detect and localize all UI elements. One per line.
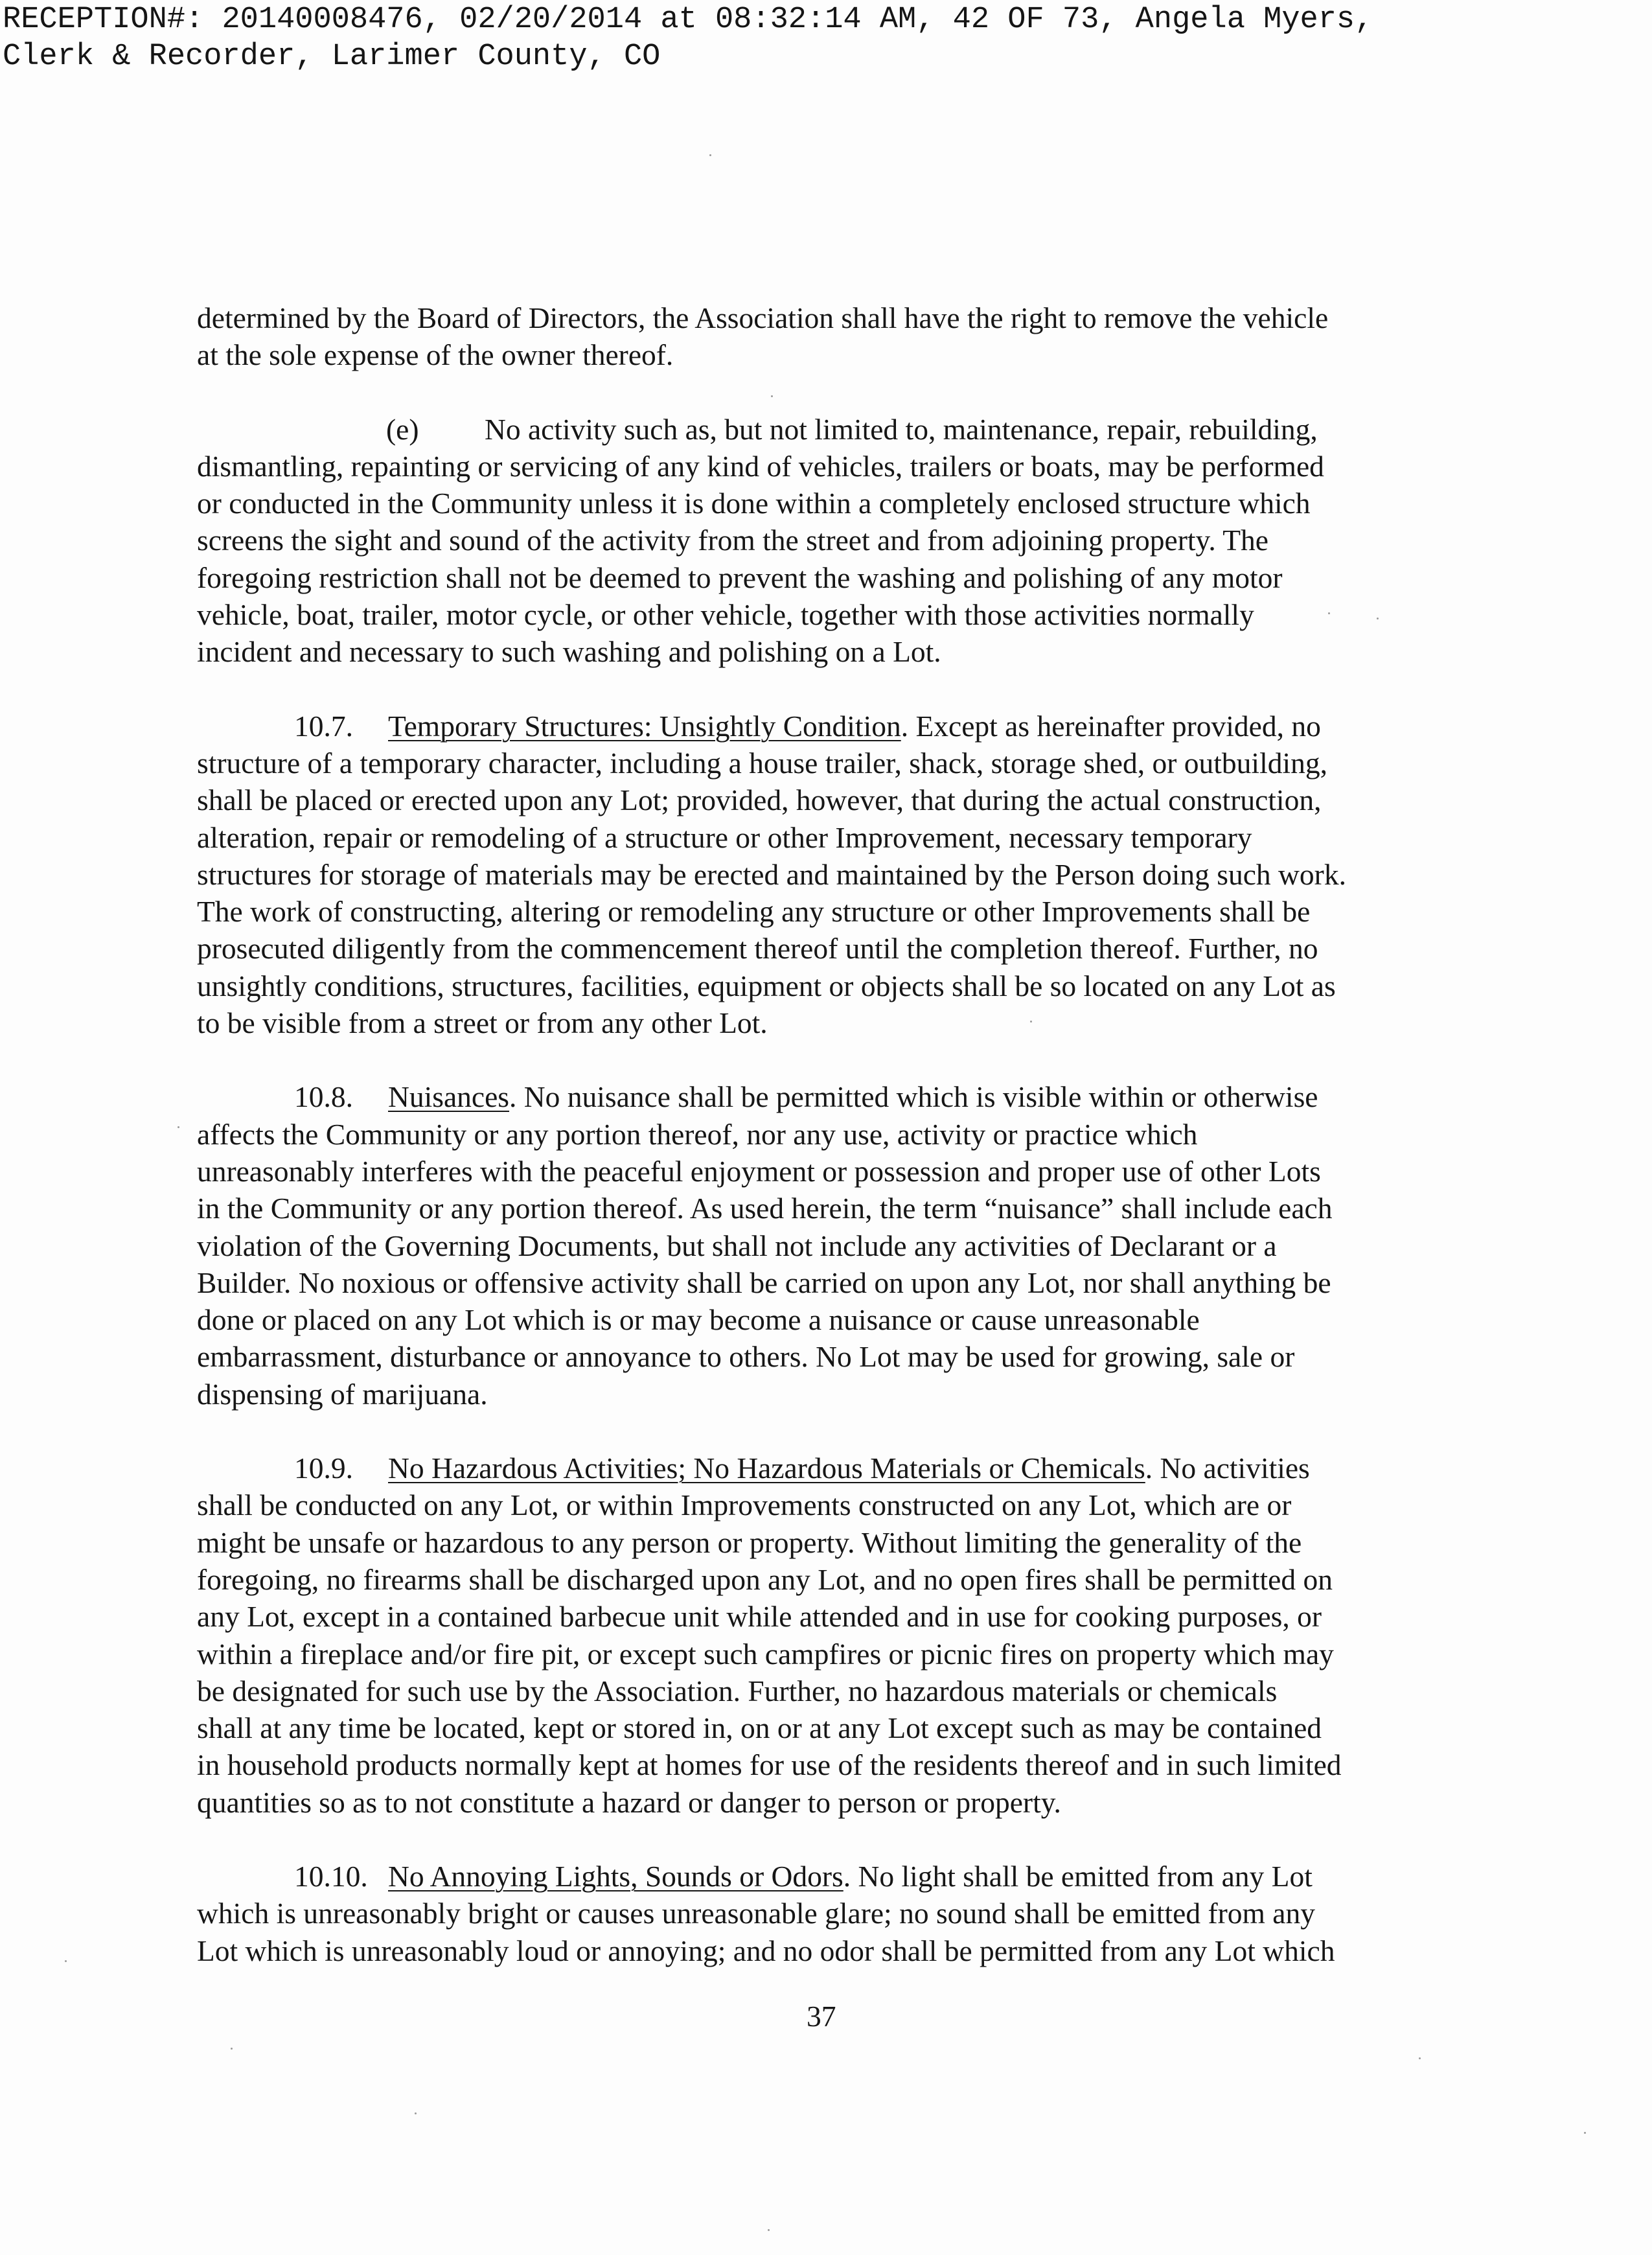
section-heading: Temporary Structures: Unsightly Condition xyxy=(388,709,901,743)
text-line: unsightly conditions, structures, facilities, equipment or objects shall be so located on any Lot as xyxy=(197,969,1336,1002)
section-number: 10.8. xyxy=(294,1080,353,1114)
recording-stamp xyxy=(3,1,1373,75)
scan-speck xyxy=(768,2229,770,2231)
text-line: unreasonably interferes with the peaceful enjoyment or possession and proper use of other Lots xyxy=(197,1154,1321,1188)
text-line: determined by the Board of Directors, the Association shall have the right to remove the vehicle xyxy=(197,301,1329,334)
text-line: screens the sight and sound of the activity from the street and from adjoining property. The xyxy=(197,524,1268,557)
text-span: . No nuisance shall be permitted which is visible within or otherwise xyxy=(509,1080,1318,1114)
text-line: shall be conducted on any Lot, or within Improvements constructed on any Lot, which are or xyxy=(197,1488,1292,1522)
text-line xyxy=(197,411,1454,448)
section-heading: No Annoying Lights, Sounds or Odors xyxy=(388,1859,843,1893)
text-span: No activity such as, but not limited to, maintenance, repair, rebuilding, xyxy=(485,412,1318,446)
text-line xyxy=(197,1450,1454,1486)
text-line xyxy=(197,1078,1454,1115)
section-heading: No Hazardous Activities; No Hazardous Materials or Chemicals xyxy=(388,1451,1145,1485)
text-line: alteration, repair or remodeling of a structure or other Improvement, necessary temporary xyxy=(197,820,1252,854)
text-line: prosecuted diligently from the commencement thereof until the completion thereof. Further, no xyxy=(197,932,1318,966)
scan-speck xyxy=(1419,2057,1421,2059)
text-line: dispensing of marijuana. xyxy=(197,1377,488,1411)
scan-speck xyxy=(771,395,773,397)
text-line xyxy=(197,708,1454,745)
text-line: be designated for such use by the Association. Further, no hazardous materials or chemicals xyxy=(197,1674,1278,1707)
paragraph-continuation xyxy=(197,299,1454,374)
text-span: . No light shall be emitted from any Lot xyxy=(843,1859,1313,1893)
section-10-10 xyxy=(197,1858,1454,1969)
text-line: at the sole expense of the owner thereof. xyxy=(197,338,674,372)
stamp-line-2: Clerk & Recorder, Larimer County, CO xyxy=(3,40,661,74)
section-heading: Nuisances xyxy=(388,1080,509,1114)
text-line: or conducted in the Community unless it is done within a completely enclosed structure which xyxy=(197,487,1311,520)
text-line: any Lot, except in a contained barbecue unit while attended and in use for cooking purposes, or xyxy=(197,1600,1322,1634)
text-line: shall be placed or erected upon any Lot; provided, however, that during the actual construction, xyxy=(197,783,1322,817)
scan-speck xyxy=(1030,1021,1032,1023)
text-line: foregoing, no firearms shall be discharged upon any Lot, and no open fires shall be permitted on xyxy=(197,1562,1333,1596)
section-10-9 xyxy=(197,1450,1454,1821)
scan-speck xyxy=(178,1126,179,1128)
text-line xyxy=(197,1858,1454,1895)
text-line: incident and necessary to such washing and polishing on a Lot. xyxy=(197,635,941,669)
section-10-7 xyxy=(197,708,1454,1042)
section-number: 10.7. xyxy=(294,709,353,743)
scan-speck xyxy=(1584,2132,1586,2134)
scan-speck xyxy=(1328,612,1330,614)
scan-speck xyxy=(709,154,711,156)
text-line: shall at any time be located, kept or stored in, on or at any Lot except such as may be contained xyxy=(197,1711,1322,1745)
text-line: in the Community or any portion thereof. As used herein, the term “nuisance” shall include each xyxy=(197,1192,1333,1225)
text-line: to be visible from a street or from any other Lot. xyxy=(197,1006,768,1040)
text-line: The work of constructing, altering or remodeling any structure or other Improvements shall be xyxy=(197,895,1311,929)
text-line: structures for storage of materials may be erected and maintained by the Person doing such work. xyxy=(197,857,1346,891)
subparagraph-e xyxy=(197,411,1454,671)
text-line: in household products normally kept at homes for use of the residents thereof and in such limited xyxy=(197,1748,1342,1782)
text-line: quantities so as to not constitute a hazard or danger to person or property. xyxy=(197,1785,1061,1819)
section-number: 10.9. xyxy=(294,1451,353,1485)
scan-speck xyxy=(65,1960,67,1962)
scan-speck xyxy=(415,2112,417,2114)
section-10-8 xyxy=(197,1078,1454,1413)
scan-speck xyxy=(1377,618,1379,619)
text-line: embarrassment, disturbance or annoyance to others. No Lot may be used for growing, sale or xyxy=(197,1340,1295,1374)
text-line: violation of the Governing Documents, but shall not include any activities of Declarant or a xyxy=(197,1229,1277,1262)
text-line: done or placed on any Lot which is or may become a nuisance or cause unreasonable xyxy=(197,1303,1200,1337)
text-line: might be unsafe or hazardous to any person or property. Without limiting the generality of the xyxy=(197,1525,1302,1559)
text-line: affects the Community or any portion thereof, nor any use, activity or practice which xyxy=(197,1117,1198,1151)
text-span: . Except as hereinafter provided, no xyxy=(901,709,1321,743)
text-line: foregoing restriction shall not be deemed to prevent the washing and polishing of any motor xyxy=(197,561,1283,594)
text-span: . No activities xyxy=(1145,1451,1310,1485)
section-number: 10.10. xyxy=(294,1859,368,1893)
text-line: dismantling, repainting or servicing of any kind of vehicles, trailers or boats, may be performed xyxy=(197,449,1324,483)
text-line: structure of a temporary character, including a house trailer, shack, storage shed, or outbuilding, xyxy=(197,746,1327,780)
text-line: which is unreasonably bright or causes unreasonable glare; no sound shall be emitted from any xyxy=(197,1897,1316,1930)
page-number: 37 xyxy=(807,2000,836,2033)
document-body xyxy=(197,299,1454,2006)
text-line: vehicle, boat, trailer, motor cycle, or other vehicle, together with those activities normally xyxy=(197,598,1254,632)
text-line: Builder. No noxious or offensive activity shall be carried on upon any Lot, nor shall anything be xyxy=(197,1266,1331,1299)
text-line: within a fireplace and/or fire pit, or except such campfires or picnic fires on property which may xyxy=(197,1637,1334,1671)
text-line: Lot which is unreasonably loud or annoying; and no odor shall be permitted from any Lot which xyxy=(197,1934,1335,1967)
subparagraph-letter: (e) xyxy=(386,412,419,446)
stamp-line-1: RECEPTION#: 20140008476, 02/20/2014 at 08:32:14 AM, 42 OF 73, Angela Myers, xyxy=(3,3,1373,37)
scan-speck xyxy=(231,2048,233,2050)
